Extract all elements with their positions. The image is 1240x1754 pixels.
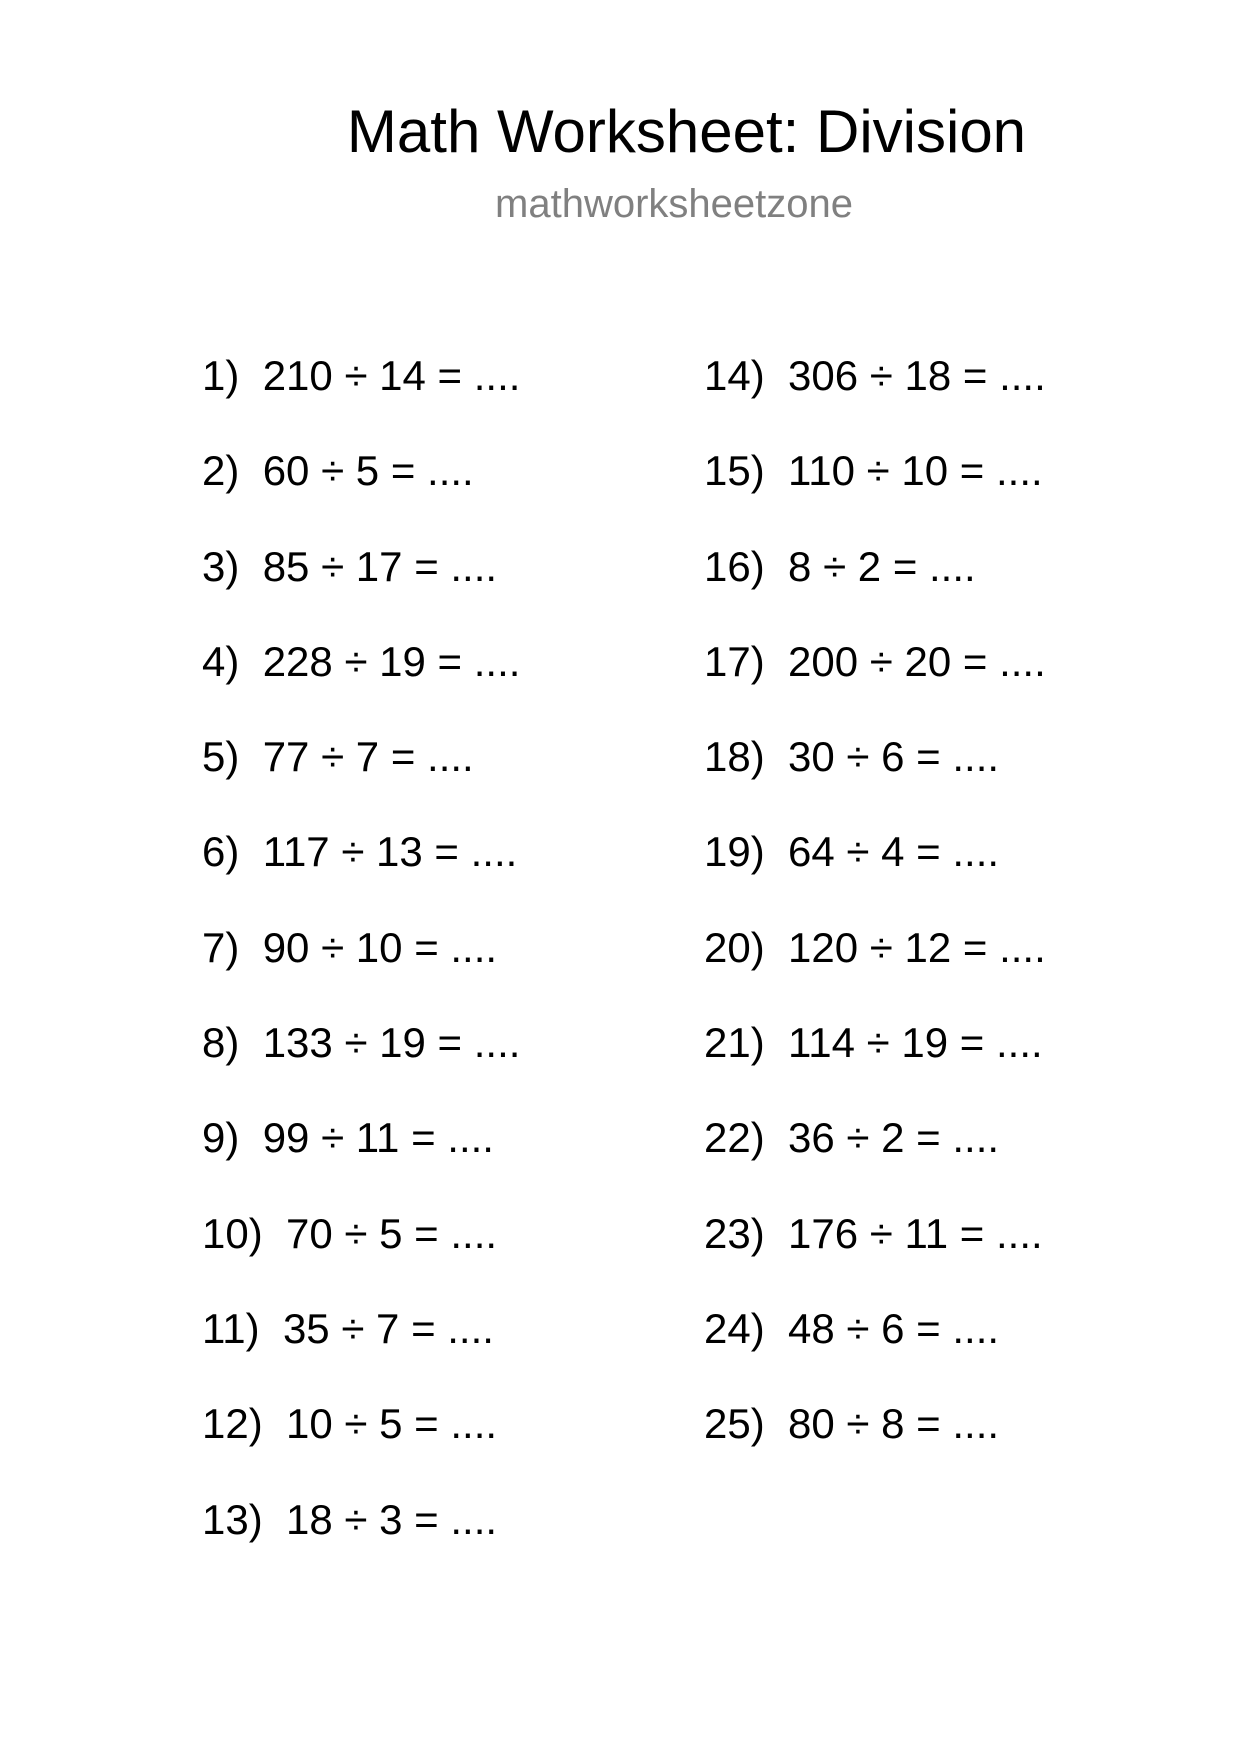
problem-expression: 117 ÷ 13 = .... (262, 828, 518, 876)
problem-number: 14) (704, 352, 765, 399)
problem-expression: 70 ÷ 5 = .... (286, 1209, 498, 1257)
problem-expression: 80 ÷ 8 = .... (788, 1400, 1000, 1448)
problem-number: 10) (202, 1209, 263, 1257)
problem-item (202, 1396, 520, 1491)
problem-item (704, 1301, 1046, 1396)
problem-number: 2) (202, 447, 240, 495)
problem-expression: 77 ÷ 7 = .... (262, 733, 474, 781)
problem-item (704, 920, 1046, 1015)
problem-number: 13) (202, 1495, 263, 1543)
problem-expression: 306 ÷ 18 = .... (788, 352, 1046, 399)
problem-number: 19) (704, 828, 765, 876)
problem-number: 18) (704, 733, 765, 781)
problem-expression: 64 ÷ 4 = .... (788, 828, 1000, 876)
problem-item (202, 824, 520, 919)
problem-item (202, 539, 520, 634)
problem-item (202, 729, 520, 824)
problem-item (704, 348, 1046, 443)
problem-item (704, 729, 1046, 824)
problem-number: 8) (202, 1019, 240, 1067)
problem-item (202, 1492, 520, 1587)
problem-expression: 133 ÷ 19 = .... (262, 1019, 521, 1067)
problem-expression: 60 ÷ 5 = .... (262, 447, 474, 495)
problem-item (704, 443, 1046, 538)
problem-number: 6) (202, 828, 240, 876)
problem-expression: 210 ÷ 14 = .... (262, 352, 521, 399)
problem-expression: 36 ÷ 2 = .... (788, 1114, 1000, 1162)
problem-column-left (202, 348, 520, 1587)
problem-number: 15) (704, 447, 765, 495)
problem-item (704, 1015, 1046, 1110)
problem-expression: 35 ÷ 7 = .... (282, 1304, 494, 1352)
problem-number: 21) (704, 1019, 765, 1067)
problem-expression: 99 ÷ 11 = .... (262, 1114, 494, 1162)
problem-number: 22) (704, 1114, 765, 1162)
problem-item (704, 1396, 1046, 1491)
problem-expression: 10 ÷ 5 = .... (286, 1400, 498, 1448)
problem-number: 24) (704, 1304, 765, 1352)
problem-number: 17) (704, 637, 765, 685)
worksheet-source: mathworksheetzone (495, 182, 853, 226)
problem-item (704, 824, 1046, 919)
problem-number: 1) (202, 352, 240, 399)
problem-expression: 114 ÷ 19 = .... (788, 1019, 1043, 1067)
problem-expression: 120 ÷ 12 = .... (788, 923, 1046, 971)
problem-item (202, 1110, 520, 1205)
problem-number: 23) (704, 1209, 765, 1257)
problem-expression: 90 ÷ 10 = .... (262, 923, 498, 971)
problem-expression: 228 ÷ 19 = .... (262, 637, 521, 685)
problem-expression: 176 ÷ 11 = .... (788, 1209, 1043, 1257)
problem-item (704, 539, 1046, 634)
problem-number: 5) (202, 733, 240, 781)
problem-item (202, 920, 520, 1015)
problem-expression: 110 ÷ 10 = .... (788, 447, 1043, 495)
problem-item (202, 634, 520, 729)
problem-item (202, 1015, 520, 1110)
problem-item (704, 634, 1046, 729)
problem-expression: 48 ÷ 6 = .... (788, 1304, 1000, 1352)
problem-expression: 200 ÷ 20 = .... (788, 637, 1046, 685)
problem-item (202, 1206, 520, 1301)
problem-item (202, 348, 520, 443)
problem-item (704, 1206, 1046, 1301)
problem-number: 12) (202, 1400, 263, 1448)
problem-number: 20) (704, 923, 765, 971)
problem-item (202, 443, 520, 538)
worksheet-title: Math Worksheet: Division (346, 98, 1027, 165)
problem-expression: 8 ÷ 2 = .... (788, 542, 976, 590)
problem-expression: 18 ÷ 3 = .... (286, 1495, 498, 1543)
problem-expression: 30 ÷ 6 = .... (788, 733, 1000, 781)
problem-number: 3) (202, 542, 240, 590)
problem-number: 7) (202, 923, 240, 971)
problem-item (202, 1301, 520, 1396)
problem-number: 16) (704, 542, 765, 590)
problem-number: 11) (202, 1304, 260, 1352)
problem-number: 25) (704, 1400, 765, 1448)
problem-item (704, 1110, 1046, 1205)
problem-column-right (704, 348, 1046, 1492)
problem-number: 4) (202, 637, 240, 685)
problem-expression: 85 ÷ 17 = .... (262, 542, 498, 590)
problem-number: 9) (202, 1114, 240, 1162)
